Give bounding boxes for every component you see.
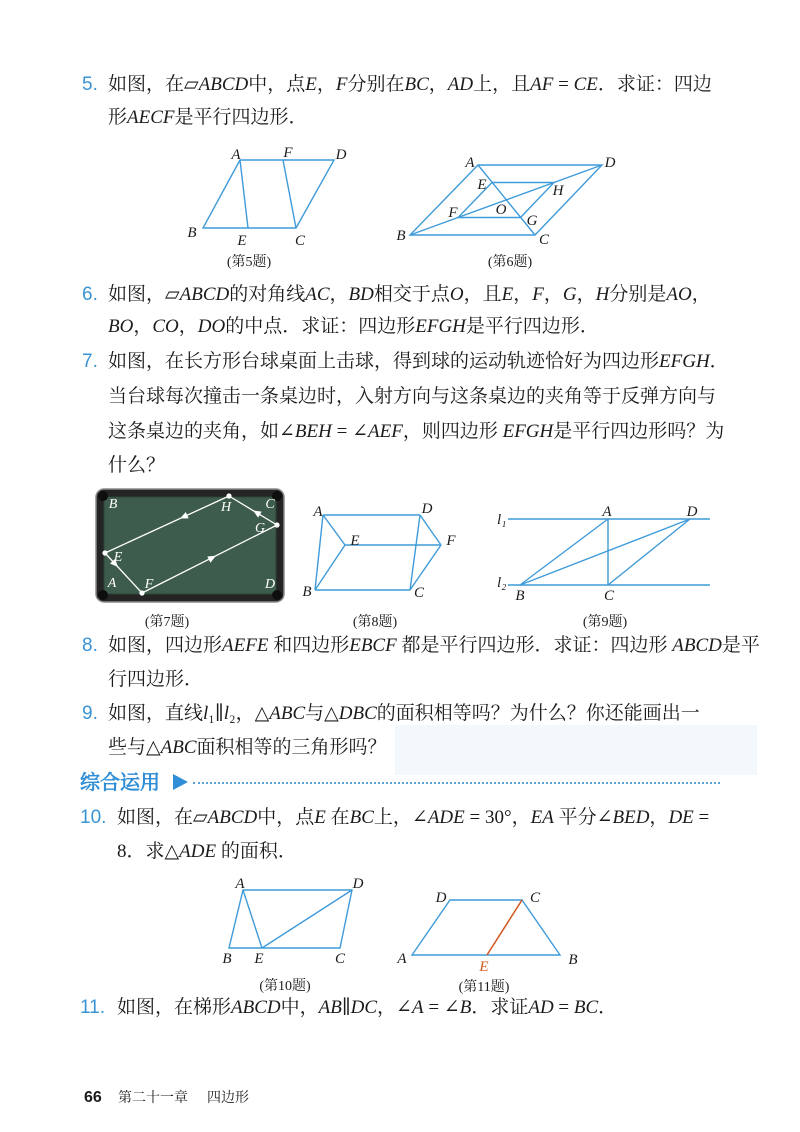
segment-df bbox=[420, 515, 441, 545]
point-label-f: F bbox=[448, 205, 458, 221]
figure-caption: (第5题) bbox=[226, 255, 272, 270]
point-label-d: D bbox=[604, 155, 616, 171]
problem-text-line: 8．求△ADE 的面积． bbox=[117, 841, 297, 862]
point-label-d: D bbox=[335, 147, 347, 163]
problem-text-line: 如图，在▱ABCD中，点E 在BC上，∠ADE = 30°，EA 平分∠BED，DE = bbox=[117, 807, 710, 828]
math-variable: CE bbox=[573, 74, 598, 95]
math-variable: BO bbox=[108, 316, 134, 337]
math-variable: ABCD bbox=[179, 284, 230, 305]
ball-point bbox=[274, 522, 279, 527]
math-variable: BC bbox=[349, 807, 374, 828]
segment-ae bbox=[240, 160, 248, 228]
point-label-f: F bbox=[283, 145, 293, 161]
point-label-b: B bbox=[302, 584, 312, 600]
point-label-h: H bbox=[220, 500, 232, 515]
point-label-e: E bbox=[477, 177, 487, 193]
point-label-c: C bbox=[538, 232, 550, 248]
parallelogram-abcd bbox=[229, 890, 352, 948]
math-variable: ABC bbox=[269, 703, 306, 724]
figure-caption: (第11题) bbox=[458, 980, 510, 995]
figure-problem-6 bbox=[390, 150, 620, 275]
point-label-e: E bbox=[479, 959, 489, 975]
figure-problem-8 bbox=[295, 495, 470, 632]
math-variable: ABCD bbox=[198, 74, 249, 95]
point-label-c: C bbox=[413, 585, 425, 601]
point-label-e: E bbox=[350, 533, 360, 549]
math-variable: l bbox=[223, 703, 229, 724]
segment-ce bbox=[487, 900, 522, 955]
problem-number: 7. bbox=[82, 351, 98, 372]
math-variable: ABC bbox=[160, 737, 197, 758]
math-variable: G bbox=[562, 284, 577, 305]
chapter-title: 四边形 bbox=[207, 1091, 249, 1106]
point-label-f: F bbox=[446, 533, 456, 549]
point-label-a: A bbox=[231, 147, 241, 163]
problem-text-line: 如图，▱ABCD的对角线AC，BD相交于点O，且E，F，G，H分别是AO， bbox=[108, 284, 711, 305]
parallelogram-abcd bbox=[203, 160, 334, 228]
math-variable: E bbox=[305, 74, 317, 95]
math-variable: EA bbox=[530, 807, 554, 828]
problem-number: 9. bbox=[82, 703, 98, 724]
math-variable: EFGH bbox=[415, 316, 466, 337]
math-variable: ADE bbox=[427, 807, 465, 828]
point-label-d: D bbox=[264, 577, 276, 592]
point-label-a: A bbox=[313, 504, 323, 520]
segment-ae bbox=[243, 890, 262, 948]
problem-text-line: 如图，直线l₁∥l₂，△ABC与△DBC的面积相等吗？为什么？你还能画出一 bbox=[108, 703, 700, 724]
point-label-b: B bbox=[222, 951, 232, 967]
math-variable: AF bbox=[530, 74, 554, 95]
figure-problem-10 bbox=[210, 870, 375, 995]
segment-ae bbox=[323, 515, 345, 545]
problem-text-line: 这条桌边的夹角，如∠BEH = ∠AEF，则四边形 EFGH是平行四边形吗？为 bbox=[108, 421, 725, 442]
math-variable: BD bbox=[348, 284, 374, 305]
math-variable: BC bbox=[573, 997, 599, 1018]
math-variable: AECF bbox=[127, 107, 175, 128]
figure-problem-5 bbox=[180, 140, 370, 275]
trapezoid-abcd bbox=[412, 900, 560, 955]
point-label-d: D bbox=[686, 504, 698, 520]
point-label-c: C bbox=[603, 588, 615, 604]
math-variable: AD bbox=[447, 74, 474, 95]
section-title: 综合运用 bbox=[80, 770, 160, 794]
problem-text-line: BO，CO，DO的中点．求证：四边形EFGH是平行四边形． bbox=[108, 316, 599, 337]
dotted-divider bbox=[193, 782, 720, 784]
page-number: 66 bbox=[84, 1089, 102, 1106]
point-label-b: B bbox=[568, 952, 578, 968]
problem-text-line: 如图，四边形AEFE 和四边形EBCF 都是平行四边形．求证：四边形 ABCD是平 bbox=[108, 635, 760, 656]
figure-caption: (第6题) bbox=[487, 255, 533, 270]
math-variable: DBC bbox=[338, 703, 377, 724]
math-variable: ADE bbox=[179, 841, 217, 862]
point-label-g: G bbox=[526, 213, 538, 229]
math-variable: DC bbox=[350, 997, 378, 1018]
line-label-l1: l₁ bbox=[497, 512, 507, 528]
figure-problem-7 bbox=[90, 484, 290, 632]
chapter-number: 第二十一章 bbox=[118, 1091, 188, 1106]
point-label-e: E bbox=[254, 951, 264, 967]
figure-caption: (第8题) bbox=[352, 615, 398, 630]
math-variable: EBCF bbox=[349, 635, 397, 656]
segment-de bbox=[262, 890, 352, 948]
math-variable: AD bbox=[528, 997, 554, 1018]
figure-caption: (第10题) bbox=[259, 979, 311, 994]
math-variable: B bbox=[459, 997, 472, 1018]
problem-text-line: 如图，在长方形台球桌面上击球，得到球的运动轨迹恰好为四边形EFGH． bbox=[108, 351, 729, 372]
math-variable: AB bbox=[318, 997, 342, 1018]
scan-tint bbox=[395, 725, 757, 775]
math-variable: AEF bbox=[368, 421, 403, 442]
math-variable: BC bbox=[404, 74, 429, 95]
segment-fc bbox=[283, 160, 296, 228]
point-label-b: B bbox=[396, 228, 406, 244]
math-variable: O bbox=[449, 284, 464, 305]
point-label-e: E bbox=[237, 233, 247, 249]
point-label-c: C bbox=[294, 233, 306, 249]
point-label-a: A bbox=[465, 155, 475, 171]
math-variable: EFGH bbox=[502, 421, 554, 442]
math-variable: AC bbox=[305, 284, 330, 305]
point-label-c: C bbox=[265, 497, 275, 512]
figure-problem-11 bbox=[390, 882, 590, 998]
problem-number: 6. bbox=[82, 284, 98, 305]
problem-text-line: 什么？ bbox=[108, 455, 166, 476]
math-variable: BEH bbox=[294, 421, 332, 442]
math-variable: E bbox=[501, 284, 514, 305]
point-label-a: A bbox=[235, 876, 245, 892]
problem-text-line: 如图，在梯形ABCD中，AB∥DC，∠A = ∠B．求证AD = BC． bbox=[117, 997, 618, 1018]
play-arrow-icon bbox=[173, 774, 188, 790]
point-label-o: O bbox=[495, 202, 507, 218]
pocket bbox=[98, 491, 108, 501]
ball-point bbox=[226, 493, 231, 498]
problem-number: 11. bbox=[80, 997, 106, 1018]
point-label-g: G bbox=[254, 521, 266, 536]
point-label-a: A bbox=[602, 504, 612, 520]
point-label-d: D bbox=[421, 501, 433, 517]
point-label-b: B bbox=[187, 225, 197, 241]
problem-text-line: 些与△ABC面积相等的三角形吗？ bbox=[108, 737, 387, 758]
math-variable: ABCD bbox=[672, 635, 722, 656]
pocket bbox=[98, 590, 108, 600]
line-label-l2: l₂ bbox=[497, 575, 507, 591]
figure-caption: (第7题) bbox=[144, 615, 190, 630]
math-variable: E bbox=[314, 807, 326, 828]
math-variable: DO bbox=[197, 316, 226, 337]
problem-number: 10. bbox=[80, 807, 107, 828]
math-variable: F bbox=[532, 284, 544, 305]
ball-point bbox=[102, 550, 107, 555]
math-variable: A bbox=[411, 997, 424, 1018]
point-label-f: F bbox=[144, 577, 154, 592]
point-label-c: C bbox=[334, 951, 346, 967]
point-label-d: D bbox=[352, 876, 364, 892]
problem-text-line: 行四边形． bbox=[108, 669, 204, 690]
math-variable: CO bbox=[152, 316, 179, 337]
point-label-h: H bbox=[552, 183, 564, 199]
diagonal-bd bbox=[410, 165, 602, 235]
math-variable: EFGH bbox=[659, 351, 710, 372]
math-variable: BED bbox=[612, 807, 650, 828]
math-variable: ABCD bbox=[207, 807, 258, 828]
math-variable: DE bbox=[668, 807, 694, 828]
math-variable: H bbox=[595, 284, 610, 305]
segment-dc bbox=[608, 519, 690, 585]
point-label-a: A bbox=[397, 951, 407, 967]
point-label-e: E bbox=[113, 550, 123, 565]
figure-caption: (第9题) bbox=[582, 615, 628, 630]
problem-number: 5. bbox=[82, 74, 98, 95]
problem-text-line: 当台球每次撞击一条桌边时，入射方向与这条桌边的夹角等于反弹方向与 bbox=[108, 386, 717, 407]
point-label-a: A bbox=[107, 576, 117, 591]
math-variable: F bbox=[335, 74, 348, 95]
segment-ab bbox=[520, 519, 608, 585]
point-label-d: D bbox=[435, 890, 447, 906]
problem-text-line: 形AECF是平行四边形． bbox=[108, 107, 308, 128]
problem-number: 8. bbox=[82, 635, 98, 656]
math-variable: l bbox=[203, 703, 209, 724]
math-variable: AEFE bbox=[222, 635, 269, 656]
point-label-b: B bbox=[515, 588, 525, 604]
point-label-b: B bbox=[108, 497, 118, 512]
problem-text-line: 如图，在▱ABCD中，点E，F分别在BC，AD上，且AF = CE．求证：四边 bbox=[108, 74, 712, 95]
figure-problem-9 bbox=[490, 500, 718, 632]
math-variable: ABCD bbox=[231, 997, 281, 1018]
segment-db bbox=[520, 519, 690, 585]
point-label-c: C bbox=[529, 890, 541, 906]
math-variable: AO bbox=[666, 284, 692, 305]
